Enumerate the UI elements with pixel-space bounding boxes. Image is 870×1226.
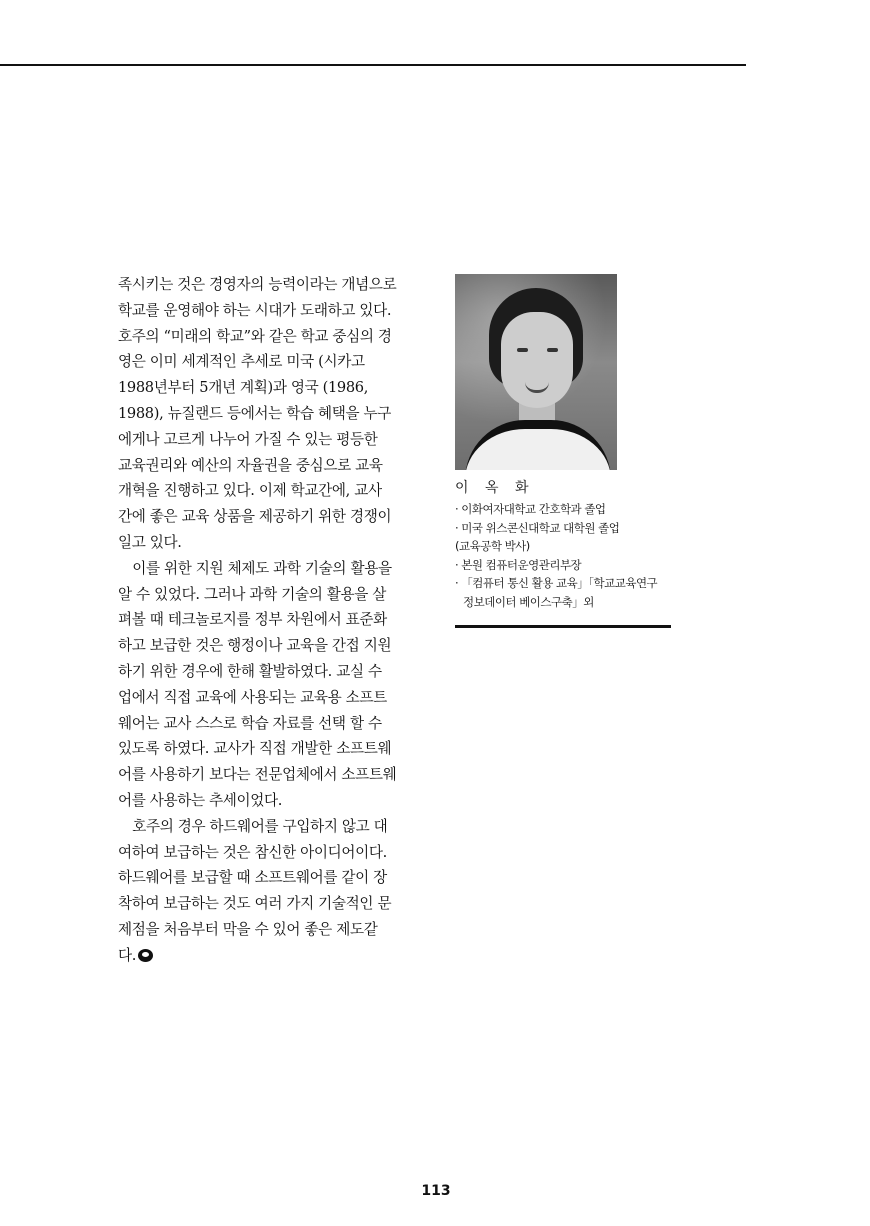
text-line: 여하여 보급하는 것은 참신한 아이디어이다. — [118, 843, 387, 861]
text-line: 하드웨어를 보급할 때 소프트웨어를 같이 장 — [118, 869, 387, 887]
text-line: 에게나 고르게 나누어 가질 수 있는 평등한 — [118, 430, 378, 448]
text-line: 영은 이미 세계적인 추세로 미국 (시카고 — [118, 353, 365, 371]
sidebar-rule — [455, 625, 671, 628]
text-line: 개혁을 진행하고 있다. 이제 학교간에, 교사 — [118, 482, 382, 500]
cv-item: · 이화여자대학교 간호학과 졸업 — [455, 502, 606, 516]
text-line: 착하여 보급하는 것도 여러 가지 기술적인 문 — [118, 895, 392, 913]
text-line: 하고 보급한 것은 행정이나 교육을 간접 지원 — [118, 637, 392, 655]
text-line: 교육권리와 예산의 자율권을 중심으로 교육 — [118, 456, 383, 474]
page-number: 113 — [421, 1183, 451, 1199]
last-line-text: 다. — [118, 946, 137, 964]
text-line: 이를 위한 지원 체제도 과학 기술의 활용을 — [118, 559, 392, 577]
text-line: 어를 사용하는 추세이었다. — [118, 791, 283, 809]
text-line: 호주의 경우 하드웨어를 구입하지 않고 대 — [118, 817, 388, 835]
cv-item: · 미국 위스콘신대학교 대학원 졸업 — [455, 520, 620, 535]
text-line-last — [118, 943, 418, 969]
end-mark-icon — [138, 949, 153, 962]
text-line: 하기 위한 경우에 한해 활발하였다. 교실 수 — [118, 662, 382, 680]
cv-item: · 본원 컴퓨터운영관리부장 — [455, 557, 582, 572]
text-line: 있도록 하였다. 교사가 직접 개발한 소프트웨 — [118, 740, 392, 758]
text-line: 업에서 직접 교육에 사용되는 교육용 소프트 — [118, 688, 387, 706]
author-cv — [455, 500, 671, 611]
author-sidebar — [455, 274, 671, 628]
text-line: 펴볼 때 테크놀로지를 정부 차원에서 표준화 — [118, 611, 387, 629]
text-line: 알 수 있었다. 그러나 과학 기술의 활용을 살 — [118, 585, 387, 603]
text-line: 간에 좋은 교육 상품을 제공하기 위한 경쟁이 — [118, 508, 392, 526]
text-line: 호주의 “미래의 학교”와 같은 학교 중심의 경 — [118, 327, 392, 345]
cv-item: 정보데이터 베이스구축」외 — [463, 594, 594, 609]
article-body — [118, 272, 418, 969]
cv-item: · 「컴퓨터 통신 활용 교육」「학교교육연구 — [455, 576, 658, 590]
text-line: 웨어는 교사 스스로 학습 자료를 선택 할 수 — [118, 714, 382, 732]
header-rule — [0, 64, 746, 66]
text-line: 1988), 뉴질랜드 등에서는 학습 혜택을 누구 — [118, 404, 392, 422]
paragraph-2 — [118, 556, 418, 814]
text-line: 족시키는 것은 경영자의 능력이라는 개념으로 — [118, 276, 397, 293]
author-photo — [455, 274, 617, 470]
text-line: 일고 있다. — [118, 533, 182, 551]
cv-item: (교육공학 박사) — [455, 539, 530, 553]
author-name: 이 옥 화 — [455, 480, 535, 496]
text-line: 1988년부터 5개년 계획)과 영국 (1986, — [118, 379, 369, 397]
text-line: 어를 사용하기 보다는 전문업체에서 소프트웨 — [118, 766, 397, 784]
paragraph-1 — [118, 272, 418, 556]
text-line: 학교를 운영해야 하는 시대가 도래하고 있다. — [118, 301, 392, 319]
text-line: 제점을 처음부터 막을 수 있어 좋은 제도같 — [118, 920, 378, 938]
paragraph-3 — [118, 814, 418, 969]
